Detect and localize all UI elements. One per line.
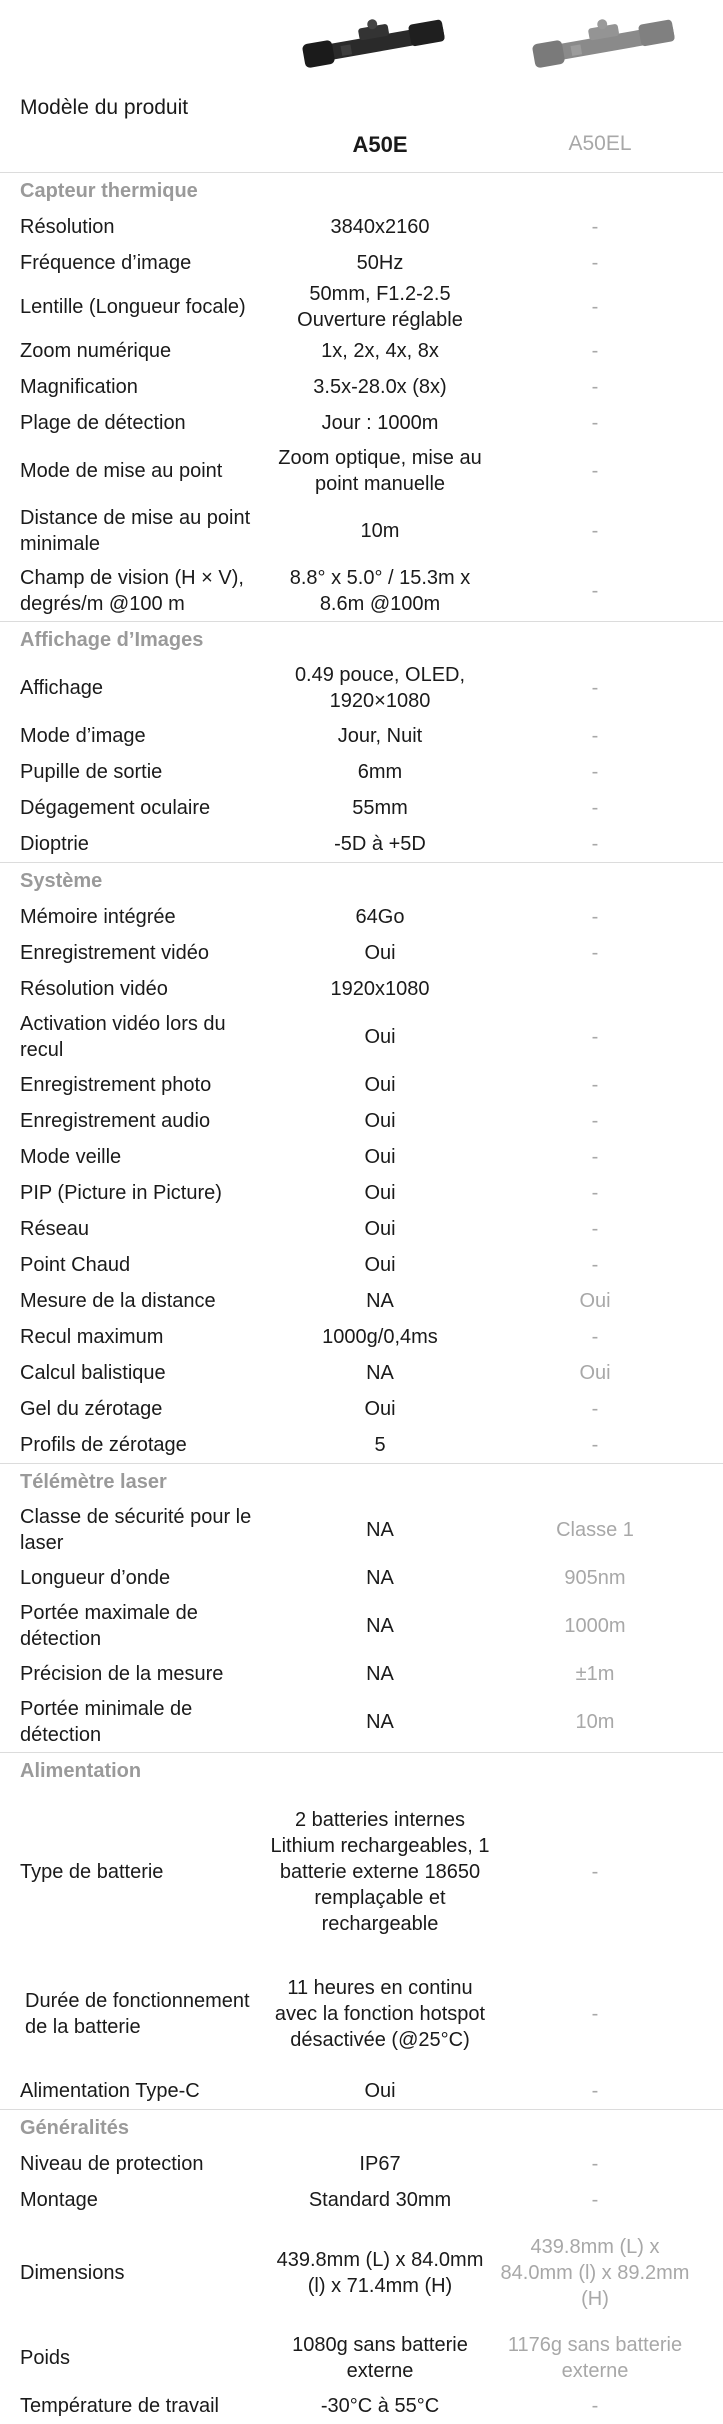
- spec-value-a50e: Oui: [364, 1110, 396, 1132]
- spec-value-a50el: -: [591, 833, 599, 855]
- spec-value-a50e: 55mm: [352, 797, 408, 819]
- spec-label: Montage: [20, 2189, 98, 2211]
- spec-label: Zoom numérique: [20, 340, 172, 362]
- spec-label: Dioptrie: [20, 833, 89, 855]
- spec-row-zero-profiles: [0, 1427, 723, 1463]
- section-header: Télémètre laser: [0, 1463, 723, 1500]
- spec-row-network: [0, 1211, 723, 1247]
- spec-value-a50el: -: [591, 1398, 599, 1420]
- spec-label: Enregistrement photo: [20, 1074, 212, 1096]
- spec-label: Point Chaud: [20, 1254, 131, 1276]
- spec-label: PIP (Picture in Picture): [20, 1182, 222, 1204]
- section-header: Système: [0, 862, 723, 899]
- spec-label: Portée maximale de détection: [20, 1602, 198, 1650]
- spec-value-a50el: -: [591, 677, 599, 699]
- spec-label: Classe de sécurité pour le laser: [20, 1506, 252, 1554]
- spec-label: Résolution: [20, 216, 115, 238]
- spec-row-protection: [0, 2146, 723, 2182]
- spec-value-a50e: NA: [366, 1615, 394, 1637]
- section-header: Alimentation: [0, 1752, 723, 1789]
- spec-row-exit-pupil: [0, 754, 723, 790]
- spec-label: Fréquence d’image: [20, 252, 192, 274]
- spec-value-a50e: Oui: [364, 1074, 396, 1096]
- spec-value-a50el: -: [591, 1326, 599, 1348]
- spec-row-audio-recording: [0, 1103, 723, 1139]
- spec-label: Lentille (Longueur focale): [20, 296, 246, 318]
- spec-value-a50el: 905nm: [564, 1567, 626, 1589]
- spec-value-a50el: -: [591, 460, 599, 482]
- spec-value-a50el: 1176g sans batterie externe: [507, 2334, 683, 2382]
- spec-value-a50e: Oui: [364, 1146, 396, 1168]
- spec-value-a50e: NA: [366, 1290, 394, 1312]
- spec-label: Mémoire intégrée: [20, 906, 176, 928]
- spec-value-a50el: -: [591, 2395, 599, 2417]
- spec-label: Activation vidéo lors du recul: [20, 1013, 226, 1061]
- spec-value-a50e: IP67: [359, 2153, 401, 2175]
- spec-value-a50el: -: [591, 1182, 599, 1204]
- spec-label: Mode de mise au point: [20, 460, 223, 482]
- spec-value-a50el: -: [591, 725, 599, 747]
- spec-value-a50e: 50mm, F1.2-2.5 Ouverture réglable: [297, 283, 463, 331]
- spec-row-temperature: [0, 2388, 723, 2424]
- spec-value-a50e: Oui: [364, 942, 396, 964]
- spec-value-a50el: -: [591, 2003, 599, 2025]
- spec-value-a50e: NA: [366, 1567, 394, 1589]
- spec-row-laser-class: [0, 1500, 723, 1560]
- spec-value-a50e: Standard 30mm: [308, 2189, 452, 2211]
- spec-row-dimensions: [0, 2218, 723, 2328]
- spec-row-typec: [0, 2073, 723, 2109]
- spec-row-display: [0, 658, 723, 718]
- spec-value-a50e: 1000g/0,4ms: [322, 1326, 438, 1348]
- spec-value-a50el: -: [591, 252, 599, 274]
- spec-value-a50e: -5D à +5D: [334, 833, 426, 855]
- spec-value-a50e: 1920x1080: [330, 978, 430, 1000]
- spec-label: Dégagement oculaire: [20, 797, 211, 819]
- spec-value-a50el: -: [591, 580, 599, 602]
- spec-value-a50el: -: [591, 1254, 599, 1276]
- spec-label: Distance de mise au point minimale: [20, 507, 251, 555]
- spec-row-weight: [0, 2328, 723, 2388]
- spec-row-video-recording: [0, 935, 723, 971]
- spec-row-accuracy: [0, 1656, 723, 1692]
- spec-value-a50el: -: [591, 216, 599, 238]
- spec-value-a50e: -30°C à 55°C: [320, 2395, 440, 2417]
- spec-value-a50el: 1000m: [564, 1615, 626, 1637]
- spec-row-min-range: [0, 1692, 723, 1752]
- spec-row-diopter: [0, 826, 723, 862]
- spec-value-a50e: 1080g sans batterie externe: [292, 2334, 468, 2382]
- spec-label: Dimensions: [20, 2262, 125, 2284]
- section-header: Capteur thermique: [0, 172, 723, 209]
- spec-label: Mode veille: [20, 1146, 122, 1168]
- spec-value-a50e: Oui: [364, 1182, 396, 1204]
- spec-row-resolution: [0, 209, 723, 245]
- spec-row-distance-measure: [0, 1283, 723, 1319]
- spec-row-battery-life: [0, 1955, 723, 2073]
- spec-value-a50e: 5: [374, 1434, 386, 1456]
- spec-value-a50el: -: [591, 1146, 599, 1168]
- spec-row-battery-type: [0, 1789, 723, 1955]
- spec-label: Pupille de sortie: [20, 761, 163, 783]
- spec-value-a50e: Oui: [364, 1398, 396, 1420]
- spec-row-image-mode: [0, 718, 723, 754]
- spec-row-eye-relief: [0, 790, 723, 826]
- spec-value-a50e: 11 heures en continu avec la fonction hotspot désactivée (@25°C): [274, 1977, 486, 2051]
- spec-value-a50e: 6mm: [357, 761, 403, 783]
- section-header: Affichage d’Images: [0, 621, 723, 658]
- spec-label: Affichage: [20, 677, 104, 699]
- spec-value-a50el: -: [591, 1074, 599, 1096]
- spec-value-a50el: -: [591, 520, 599, 542]
- spec-value-a50e: Oui: [364, 2080, 396, 2102]
- spec-label: Portée minimale de détection: [20, 1698, 193, 1746]
- spec-value-a50e: 439.8mm (L) x 84.0mm (l) x 71.4mm (H): [276, 2249, 484, 2297]
- spec-row-min-focus: [0, 501, 723, 561]
- spec-value-a50el: -: [591, 1861, 599, 1883]
- spec-label: Plage de détection: [20, 412, 186, 434]
- spec-value-a50e: Zoom optique, mise au point manuelle: [278, 447, 482, 495]
- spec-value-a50e: Oui: [364, 1026, 396, 1048]
- spec-value-a50e: NA: [366, 1663, 394, 1685]
- spec-value-a50e: NA: [366, 1519, 394, 1541]
- spec-row-zero-freeze: [0, 1391, 723, 1427]
- spec-label: Niveau de protection: [20, 2153, 204, 2175]
- spec-value-a50el: Classe 1: [556, 1519, 634, 1541]
- spec-label: Profils de zérotage: [20, 1434, 187, 1456]
- spec-label: Enregistrement vidéo: [20, 942, 209, 964]
- a50e-scope-image: [300, 10, 450, 70]
- spec-value-a50e: 0.49 pouce, OLED, 1920×1080: [294, 664, 466, 712]
- spec-label: Poids: [20, 2347, 71, 2369]
- spec-label: Gel du zérotage: [20, 1398, 163, 1420]
- spec-value-a50e: NA: [366, 1711, 394, 1733]
- spec-value-a50e: Oui: [364, 1218, 396, 1240]
- spec-value-a50e: 3.5x-28.0x (8x): [313, 376, 447, 398]
- spec-value-a50el: -: [591, 1434, 599, 1456]
- spec-label: Mesure de la distance: [20, 1290, 216, 1312]
- spec-label: Recul maximum: [20, 1326, 164, 1348]
- spec-value-a50el: -: [591, 942, 599, 964]
- spec-label: Longueur d’onde: [20, 1567, 171, 1589]
- spec-row-max-recoil: [0, 1319, 723, 1355]
- spec-row-photo-recording: [0, 1067, 723, 1103]
- spec-value-a50el: -: [591, 1218, 599, 1240]
- spec-row-pip: [0, 1175, 723, 1211]
- column-header-a50e: A50E: [352, 132, 408, 157]
- spec-label: Enregistrement audio: [20, 1110, 211, 1132]
- spec-value-a50e: 10m: [360, 520, 400, 542]
- a50el-scope-image: [530, 10, 680, 70]
- spec-label: Alimentation Type-C: [20, 2080, 200, 2102]
- spec-value-a50e: 64Go: [355, 906, 405, 928]
- spec-value-a50el: -: [591, 2153, 599, 2175]
- spec-value-a50el: 10m: [575, 1711, 615, 1733]
- spec-label: Durée de fonctionnement de la batterie: [25, 1990, 250, 2038]
- spec-value-a50el: -: [591, 797, 599, 819]
- spec-value-a50el: -: [591, 906, 599, 928]
- spec-row-fov: [0, 561, 723, 621]
- spec-row-max-range: [0, 1596, 723, 1656]
- spec-value-a50el: -: [591, 2189, 599, 2211]
- spec-label: Mode d’image: [20, 725, 146, 747]
- spec-row-memory: [0, 899, 723, 935]
- spec-row-frame-rate: [0, 245, 723, 281]
- spec-row-standby: [0, 1139, 723, 1175]
- header: [0, 0, 723, 172]
- spec-label: Résolution vidéo: [20, 978, 168, 1000]
- spec-value-a50e: NA: [366, 1362, 394, 1384]
- spec-value-a50el: -: [591, 340, 599, 362]
- spec-table: [0, 172, 723, 2424]
- spec-row-digital-zoom: [0, 333, 723, 369]
- spec-value-a50el: -: [591, 761, 599, 783]
- spec-value-a50el: 439.8mm (L) x 84.0mm (l) x 89.2mm (H): [500, 2236, 690, 2310]
- spec-value-a50el: -: [591, 296, 599, 318]
- spec-row-magnification: [0, 369, 723, 405]
- spec-label: Réseau: [20, 1218, 89, 1240]
- spec-value-a50el: -: [591, 376, 599, 398]
- spec-value-a50el: -: [591, 1026, 599, 1048]
- spec-value-a50el: Oui: [579, 1290, 611, 1312]
- spec-row-focus-mode: [0, 441, 723, 501]
- spec-value-a50e: 1x, 2x, 4x, 8x: [321, 340, 439, 362]
- spec-label: Type de batterie: [20, 1861, 164, 1883]
- spec-value-a50el: -: [591, 412, 599, 434]
- spec-value-a50e: Oui: [364, 1254, 396, 1276]
- spec-row-mount: [0, 2182, 723, 2218]
- spec-label: Précision de la mesure: [20, 1663, 224, 1685]
- spec-value-a50el: -: [591, 1110, 599, 1132]
- spec-value-a50e: Jour, Nuit: [337, 725, 423, 747]
- spec-row-video-resolution: [0, 971, 723, 1007]
- spec-value-a50e: 3840x2160: [330, 216, 430, 238]
- spec-row-hotspot: [0, 1247, 723, 1283]
- spec-label: Calcul balistique: [20, 1362, 166, 1384]
- spec-value-a50el: -: [591, 2080, 599, 2102]
- spec-row-ballistic: [0, 1355, 723, 1391]
- spec-value-a50el: ±1m: [575, 1663, 615, 1685]
- spec-value-a50e: 8.8° x 5.0° / 15.3m x 8.6m @100m: [289, 567, 471, 615]
- spec-value-a50e: Jour : 1000m: [321, 412, 439, 434]
- spec-row-detection-range: [0, 405, 723, 441]
- spec-value-a50e: 50Hz: [356, 252, 404, 274]
- section-header: Généralités: [0, 2109, 723, 2146]
- spec-row-wavelength: [0, 1560, 723, 1596]
- spec-label: Champ de vision (H × V), degrés/m @100 m: [20, 567, 244, 615]
- spec-value-a50e: 2 batteries internes Lithium rechargeables, 1 batterie externe 18650 remplaçable et rechargeable: [270, 1809, 490, 1935]
- spec-label: Température de travail: [20, 2395, 219, 2417]
- spec-value-a50el: Oui: [579, 1362, 611, 1384]
- spec-row-recoil-video: [0, 1007, 723, 1067]
- column-header-a50el: A50EL: [568, 132, 632, 155]
- spec-row-lens: [0, 281, 723, 333]
- spec-label: Magnification: [20, 376, 138, 398]
- model-label: Modèle du produit: [20, 96, 189, 119]
